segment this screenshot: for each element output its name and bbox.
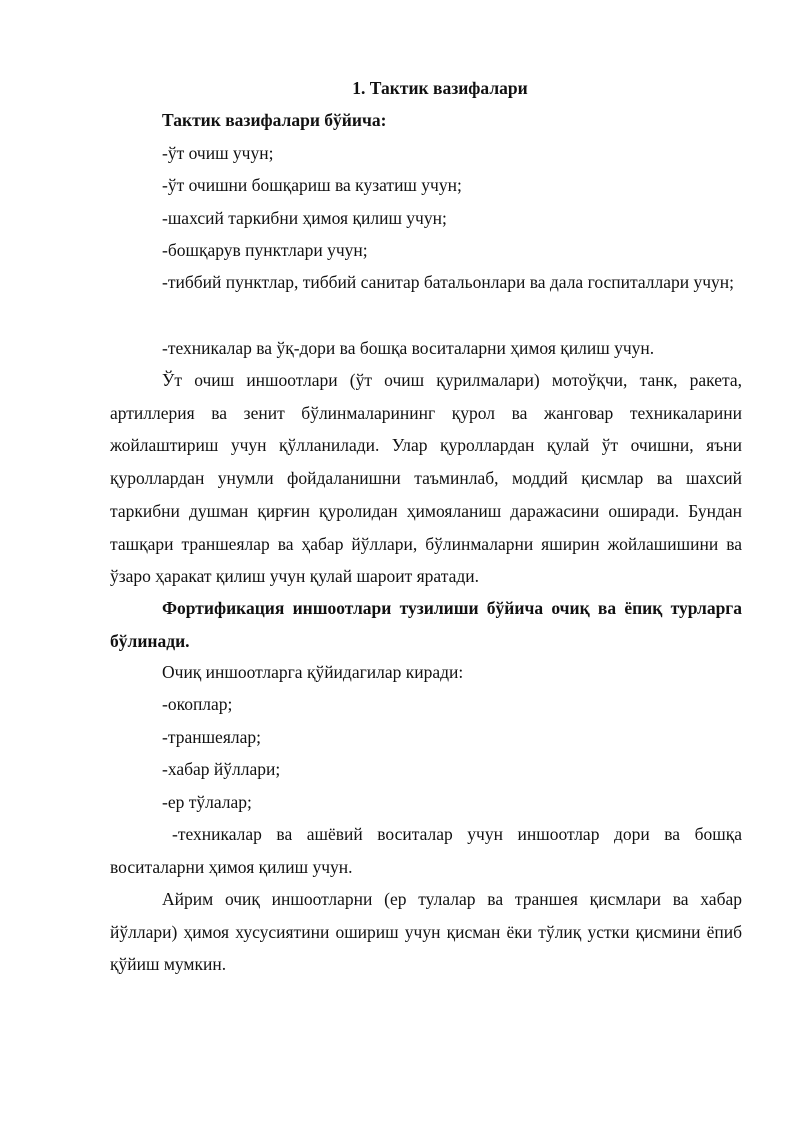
list-item: -тиббий пунктлар, тиббий санитар батальонлари ва дала госпиталлари учун; xyxy=(162,272,735,292)
section-heading: 1. Тактик вазифалари xyxy=(352,78,528,98)
paragraph-technics: -техникалар ва ашёвий воситалар учун иншоотлар дори ва бошқа воситаларни ҳимоя қилиш учун. xyxy=(110,824,742,877)
list-item: -окоплар; xyxy=(162,694,233,714)
paragraph-fortification: Фортификация иншоотлари тузилиши бўйича очиқ ва ёпиқ турларга бўлинади. xyxy=(110,598,742,651)
list-item: -ер тўлалар; xyxy=(162,792,252,812)
list-item: -шахсий таркибни ҳимоя қилиш учун; xyxy=(162,208,447,228)
paragraph-final: Айрим очиқ иншоотларни (ер тулалар ва траншея қисмлари ва хабар йўллари) ҳимоя хусусиятини ошириш учун қисман ёки тўлиқ устки қисмини ёпиб қўйиш мумкин. xyxy=(110,889,742,975)
list-item: -ўт очишни бошқариш ва кузатиш учун; xyxy=(162,175,462,195)
list-item: -хабар йўллари; xyxy=(162,759,281,779)
intro-open-structures: Очиқ иншоотларга қўйидагилар киради: xyxy=(162,662,464,682)
subheading: Тактик вазифалари бўйича: xyxy=(162,110,387,130)
list-item: -траншеялар; xyxy=(162,727,261,747)
list-item: -техникалар ва ўқ-дори ва бошқа воситаларни ҳимоя қилиш учун. xyxy=(162,338,655,358)
paragraph-fire-structures: Ўт очиш иншоотлари (ўт очиш қурилмалари) мотоўқчи, танк, ракета, артиллерия ва зенит бўлинмаларининг қурол ва жанговар техникаларини жойлаштириш учун қўлланилади. Улар қуроллардан қулай ўт очишни, яъни қуроллардан унумли фойдаланишни таъминлаб, моддий қисмлар ва шахсий таркибни душман қирғин қуролидан ҳимояланиш даражасини оширади. Бундан ташқари траншеялар ва ҳабар йўллари, бўлинмаларни яширин жойлашишини ва ўзаро ҳаракат қилиш учун қулай шароит яратади. xyxy=(110,370,742,587)
list-item: -бошқарув пунктлари учун; xyxy=(162,240,368,260)
list-item: -ўт очиш учун; xyxy=(162,143,274,163)
